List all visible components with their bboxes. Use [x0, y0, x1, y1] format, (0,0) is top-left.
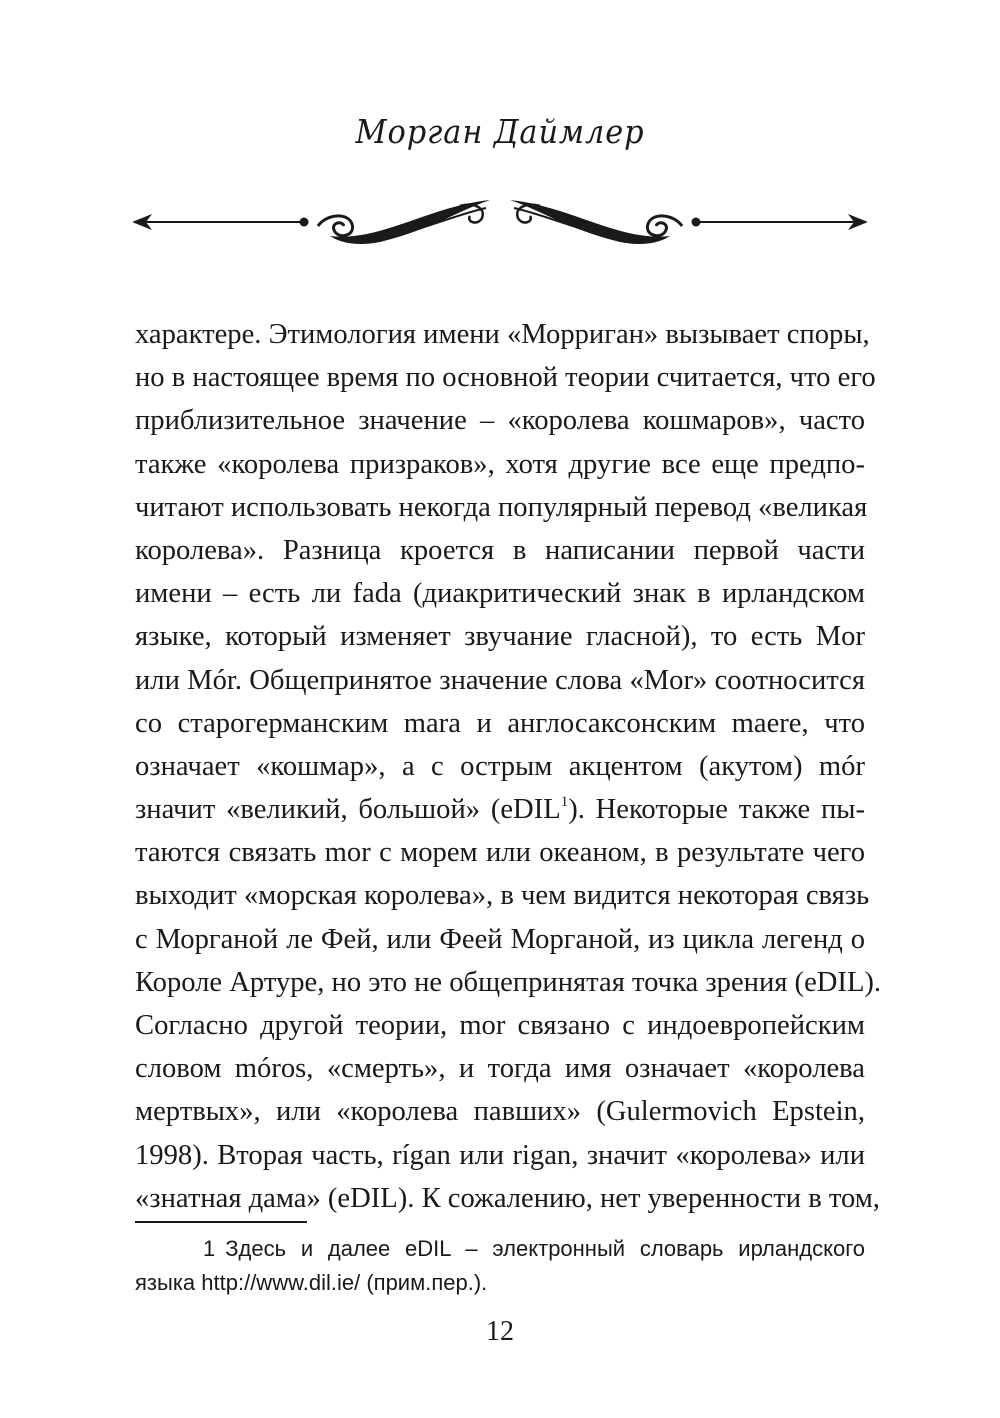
text-line: читают использовать некогда популярный перевод «великая	[135, 491, 868, 523]
text-line: Согласно другой теории, mor связано с индоевропейским	[135, 1010, 865, 1041]
text-line: имени – есть ли fada (диакритический знак в ирландском	[135, 578, 865, 610]
text-line: характере. Этимология имени «Морриган» вызывает споры,	[135, 319, 870, 350]
footnote-line: языка http://www.dil.ie/ (прим.пер.).	[135, 1270, 488, 1295]
text-line: но в настоящее время по основной теории считается, что его	[135, 362, 876, 394]
text-segment: ). Некоторые также пы-	[568, 794, 865, 826]
text-line: выходит «морская королева», в чем видится некоторая связь	[135, 880, 870, 912]
footnote-text: Здесь и далее eDIL – электронный словарь ирландского	[225, 1236, 865, 1261]
text-line: словом móros, «смерть», и тогда имя означает «королева	[135, 1053, 865, 1085]
running-head-author: Морган Даймлер	[355, 112, 645, 151]
page-number: 12	[486, 1316, 514, 1347]
text-line: 1998). Вторая часть, rígan или rigan, значит «королева» или	[135, 1139, 865, 1171]
text-line: означает «кошмар», а с острым акцентом (акутом) mór	[135, 750, 865, 782]
text-line: или Mór. Общепринятое значение слова «Mor» соотносится	[135, 664, 865, 696]
footnote-line	[135, 1232, 865, 1266]
text-line: также «королева призраков», хотя другие все еще предпо-	[135, 448, 865, 480]
footnote-number: 1	[203, 1236, 216, 1261]
text-line: со старогерманским mara и англосаксонским maere, что	[135, 707, 865, 739]
footnote-separator	[135, 1221, 307, 1223]
text-line-with-footnote	[135, 788, 865, 831]
text-line: таются связать mor с морем или океаном, в результате чего	[135, 837, 865, 869]
text-line: «знатная дама» (eDIL). К сожалению, нет уверенности в том,	[135, 1182, 880, 1214]
text-line: Короле Артуре, но это не общепринятая точка зрения (eDIL).	[135, 966, 882, 998]
main-text-block	[135, 313, 882, 1220]
text-line: королева». Разница кроется в написании первой части	[135, 534, 865, 566]
text-line: мертвых», или «королева павших» (Gulermovich Epstein,	[135, 1096, 865, 1128]
text-line: с Морганой ле Фей, или Феей Морганой, из цикла легенд о	[135, 923, 865, 955]
decorative-divider-ornament	[130, 186, 870, 258]
text-line: языке, который изменяет звучание гласной), то есть Mor	[135, 621, 865, 653]
text-segment: значит «великий, большой» (eDIL	[135, 794, 561, 826]
footnote	[135, 1232, 865, 1300]
footnote-reference[interactable]: 1	[560, 794, 569, 811]
text-line: приблизительное значение – «королева кошмаров», часто	[135, 405, 865, 437]
